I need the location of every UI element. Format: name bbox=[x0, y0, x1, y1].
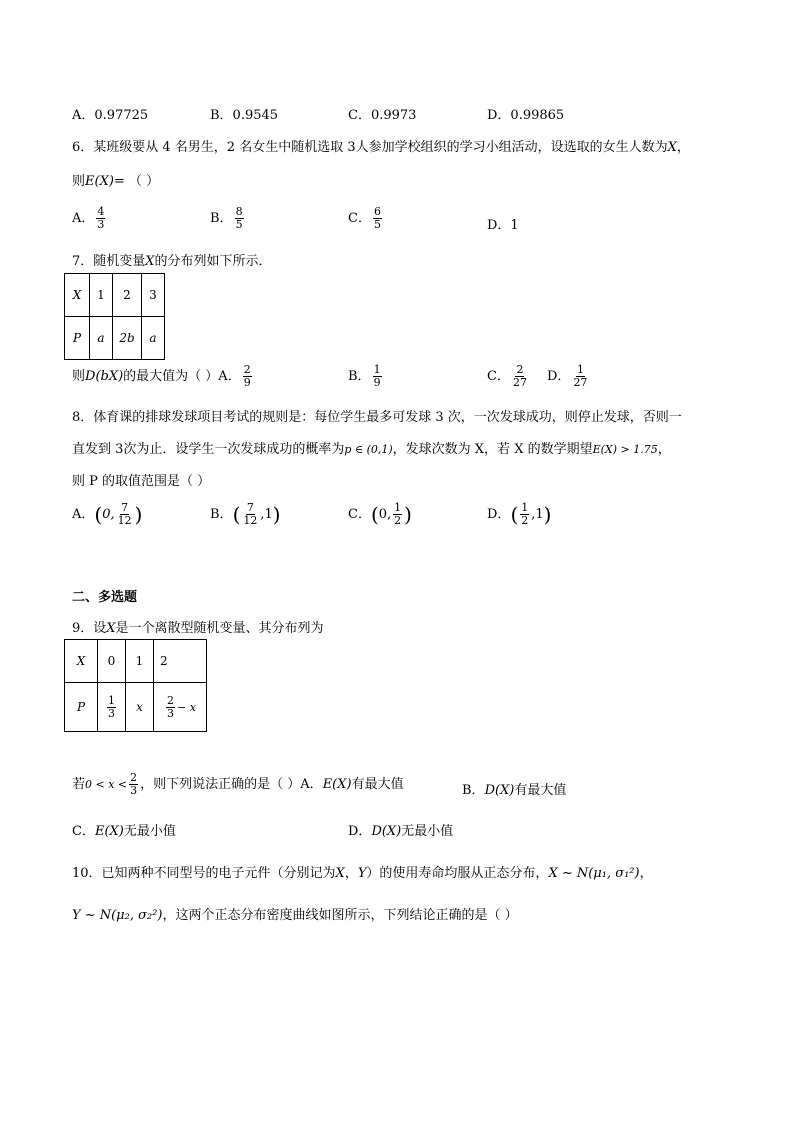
table-cell: X bbox=[65, 274, 90, 317]
numerator: 2 bbox=[243, 363, 251, 376]
fraction bbox=[96, 206, 105, 231]
option-label: C． bbox=[487, 369, 510, 384]
numerator: 8 bbox=[235, 205, 243, 218]
q8-line2 bbox=[72, 438, 671, 457]
right-paren: ) bbox=[272, 502, 281, 527]
q6-option-b bbox=[210, 206, 246, 231]
q6-stem-text: 6．某班级要从 4 名男生，2 名女生中随机选取 3人参加学校组织的学习小组活动，设选取的女生人数为 bbox=[72, 140, 668, 155]
q8-expectation-condition: E(X) > 1.75 bbox=[592, 443, 658, 456]
option-label: D． bbox=[547, 369, 571, 384]
interval-start: 0, bbox=[378, 507, 392, 522]
q6-expectation: E(X) bbox=[85, 174, 114, 189]
q9-option-a-expr: E(X) bbox=[322, 777, 352, 792]
left-paren: ( bbox=[370, 502, 379, 527]
option-label: B． bbox=[210, 211, 233, 226]
q9-line-pre: 若 bbox=[72, 777, 86, 792]
table-cell: 2b bbox=[113, 317, 142, 360]
right-paren: ) bbox=[543, 502, 552, 527]
q9-stem-pre: 9．设 bbox=[72, 621, 107, 636]
table-cell: P bbox=[65, 317, 90, 360]
numerator: 7 bbox=[121, 501, 129, 514]
table-cell: 1 bbox=[126, 640, 154, 683]
numerator: 1 bbox=[394, 501, 402, 514]
q5-option-d: D．0.99865 bbox=[487, 108, 565, 123]
q6-stem-post: = （ ） bbox=[113, 174, 160, 189]
denominator: 12 bbox=[243, 514, 258, 527]
interval-end: ,1 bbox=[260, 507, 273, 522]
q8-option-a bbox=[72, 502, 142, 527]
q7-stem-post: 的分布列如下所示． bbox=[154, 254, 272, 269]
denominator: 3 bbox=[130, 784, 138, 797]
table-cell bbox=[154, 683, 207, 732]
numerator: 4 bbox=[97, 205, 105, 218]
q7-var: X bbox=[145, 254, 155, 269]
q9-distribution-table bbox=[64, 639, 207, 732]
q10-line1-text: 10．已知两种不同型号的电子元件（分别记为 bbox=[72, 866, 336, 881]
option-text: 有最大值 bbox=[514, 783, 567, 798]
fraction bbox=[235, 206, 244, 231]
table-row bbox=[65, 640, 207, 683]
q7-distribution-table bbox=[64, 273, 165, 360]
table-cell: 2 bbox=[113, 274, 142, 317]
q6-stem-line1 bbox=[72, 136, 690, 155]
q6-option-c bbox=[348, 206, 384, 231]
fraction bbox=[129, 772, 138, 797]
q10-line1-end: ， bbox=[639, 866, 653, 881]
q9-line-mid: ，则下列说法正确的是（ ）A． bbox=[140, 777, 323, 792]
q5-option-b: B．0.9545 bbox=[210, 108, 279, 123]
denominator: 3 bbox=[167, 706, 175, 720]
option-expr: D(X) bbox=[371, 824, 402, 839]
option-expr: E(X) bbox=[94, 824, 124, 839]
table-row bbox=[65, 317, 165, 360]
option-label: C． bbox=[348, 507, 371, 522]
q10-line2 bbox=[72, 904, 518, 923]
table-cell: 0 bbox=[98, 640, 126, 683]
denominator: 5 bbox=[235, 218, 243, 231]
table-cell: P bbox=[65, 683, 98, 732]
denominator: 5 bbox=[373, 218, 381, 231]
q9-option-c bbox=[72, 820, 176, 839]
denominator: 27 bbox=[512, 376, 527, 389]
fraction bbox=[520, 502, 529, 527]
left-paren: ( bbox=[510, 502, 519, 527]
denominator: 2 bbox=[394, 514, 402, 527]
denominator: 9 bbox=[373, 376, 381, 389]
table-cell: a bbox=[90, 317, 113, 360]
q8-option-b bbox=[210, 502, 281, 527]
q8-line3: 则 P 的取值范围是（ ） bbox=[72, 474, 211, 489]
fraction bbox=[572, 364, 588, 389]
q6-option-a bbox=[72, 206, 107, 231]
numerator: 1 bbox=[108, 693, 115, 707]
option-label: B． bbox=[210, 507, 233, 522]
denominator: 3 bbox=[108, 706, 115, 720]
q7-line-pre: 则 bbox=[72, 369, 86, 384]
q9-option-b bbox=[462, 779, 566, 798]
q8-option-d bbox=[487, 502, 551, 527]
left-paren: ( bbox=[94, 502, 103, 527]
denominator: 9 bbox=[243, 376, 251, 389]
q7-stem bbox=[72, 250, 272, 269]
q7-question-line bbox=[72, 364, 254, 389]
table-cell: 1 bbox=[90, 274, 113, 317]
q10-line2-text: ，这两个正态分布密度曲线如图所示，下列结论正确的是（ ） bbox=[162, 908, 518, 923]
q5-option-c: C．0.9973 bbox=[348, 108, 417, 123]
minus-x: − x bbox=[177, 700, 196, 714]
q8-probability-range: p ∈ (0,1) bbox=[344, 443, 393, 456]
denominator: 27 bbox=[573, 376, 588, 389]
q10-var-x: X bbox=[335, 866, 345, 881]
q7-option-c bbox=[487, 364, 530, 389]
right-paren: ) bbox=[134, 502, 143, 527]
option-label: D． bbox=[348, 824, 372, 839]
q9-condition: 0 < x < bbox=[85, 778, 128, 791]
q10-sep: ， bbox=[344, 866, 358, 881]
option-label: C． bbox=[348, 211, 371, 226]
q5-option-a: A．0.97725 bbox=[72, 108, 149, 123]
fraction bbox=[393, 502, 402, 527]
q9-option-a-text: 有最大值 bbox=[351, 777, 404, 792]
fraction bbox=[373, 206, 382, 231]
q9-var: X bbox=[106, 621, 116, 636]
numerator: 2 bbox=[167, 693, 175, 707]
table-cell: x bbox=[126, 683, 154, 732]
q7-stem-pre: 7．随机变量 bbox=[72, 254, 146, 269]
q7-option-d bbox=[547, 364, 590, 389]
q8-line1: 8．体育课的排球发球项目考试的规则是：每位学生最多可发球 3 次，一次发球成功，则停止发球，否则一 bbox=[72, 410, 682, 425]
option-label: D． bbox=[487, 507, 511, 522]
q10-var-y: Y bbox=[357, 866, 367, 881]
right-paren: ) bbox=[404, 502, 412, 527]
q10-line1-mid: ）的使用寿命均服从正态分布， bbox=[366, 866, 549, 881]
q10-line1 bbox=[72, 862, 653, 881]
q9-stem bbox=[72, 617, 324, 636]
table-cell: 2 bbox=[154, 640, 207, 683]
table-cell bbox=[98, 683, 126, 732]
option-text: 无最小值 bbox=[123, 824, 176, 839]
numerator: 2 bbox=[130, 771, 138, 784]
numerator: 1 bbox=[521, 501, 529, 514]
numerator: 2 bbox=[516, 363, 524, 376]
table-cell: 3 bbox=[142, 274, 165, 317]
q9-question-line bbox=[72, 772, 404, 797]
table-cell: X bbox=[65, 640, 98, 683]
q8-line2-comma: ， bbox=[657, 442, 671, 457]
denominator: 2 bbox=[521, 514, 529, 527]
section-title: 二、多选题 bbox=[72, 590, 138, 605]
q6-comma: ， bbox=[676, 140, 690, 155]
fraction bbox=[107, 695, 116, 720]
interval-end: ,1 bbox=[531, 507, 544, 522]
q6-stem-pre: 则 bbox=[72, 174, 86, 189]
denominator: 3 bbox=[97, 218, 105, 231]
interval-start: 0, bbox=[102, 507, 115, 522]
option-expr: D(X) bbox=[484, 783, 515, 798]
q6-option-d: D．1 bbox=[487, 218, 519, 233]
option-label: C． bbox=[72, 824, 95, 839]
table-row bbox=[65, 683, 207, 732]
numerator: 6 bbox=[373, 205, 381, 218]
option-label: B． bbox=[462, 783, 485, 798]
option-label: A． bbox=[72, 211, 95, 226]
table-row bbox=[65, 274, 165, 317]
q7-option-b bbox=[348, 364, 384, 389]
q10-dist-x: X ~ N(μ₁, σ₁²) bbox=[548, 866, 640, 881]
option-label: B． bbox=[348, 369, 371, 384]
q7-variance: D(bX) bbox=[85, 369, 124, 384]
q6-var: X bbox=[667, 140, 677, 155]
q6-stem-line2 bbox=[72, 170, 159, 189]
q7-line-post: 的最大值为（ ）A． bbox=[123, 369, 241, 384]
q8-option-c bbox=[348, 502, 412, 527]
fraction bbox=[242, 502, 258, 527]
q10-dist-y: Y ~ N(μ₂, σ₂²) bbox=[72, 908, 163, 923]
q7-option-a-fraction bbox=[243, 364, 252, 389]
q9-stem-post: 是一个离散型随机变量、其分布列为 bbox=[115, 621, 324, 636]
fraction bbox=[166, 695, 175, 720]
numerator: 7 bbox=[246, 501, 254, 514]
q9-option-d bbox=[348, 820, 453, 839]
fraction bbox=[117, 502, 133, 527]
denominator: 12 bbox=[117, 514, 132, 527]
numerator: 1 bbox=[576, 363, 584, 376]
numerator: 1 bbox=[373, 363, 381, 376]
option-label: A． bbox=[72, 507, 95, 522]
fraction bbox=[512, 364, 528, 389]
q8-line2-mid: ，发球次数为 X，若 X 的数学期望 bbox=[392, 442, 593, 457]
left-paren: ( bbox=[232, 502, 241, 527]
option-text: 无最小值 bbox=[401, 824, 454, 839]
fraction bbox=[373, 364, 382, 389]
q8-line2-text: 直发到 3次为止．设学生一次发球成功的概率为 bbox=[72, 442, 345, 457]
table-cell: a bbox=[142, 317, 165, 360]
